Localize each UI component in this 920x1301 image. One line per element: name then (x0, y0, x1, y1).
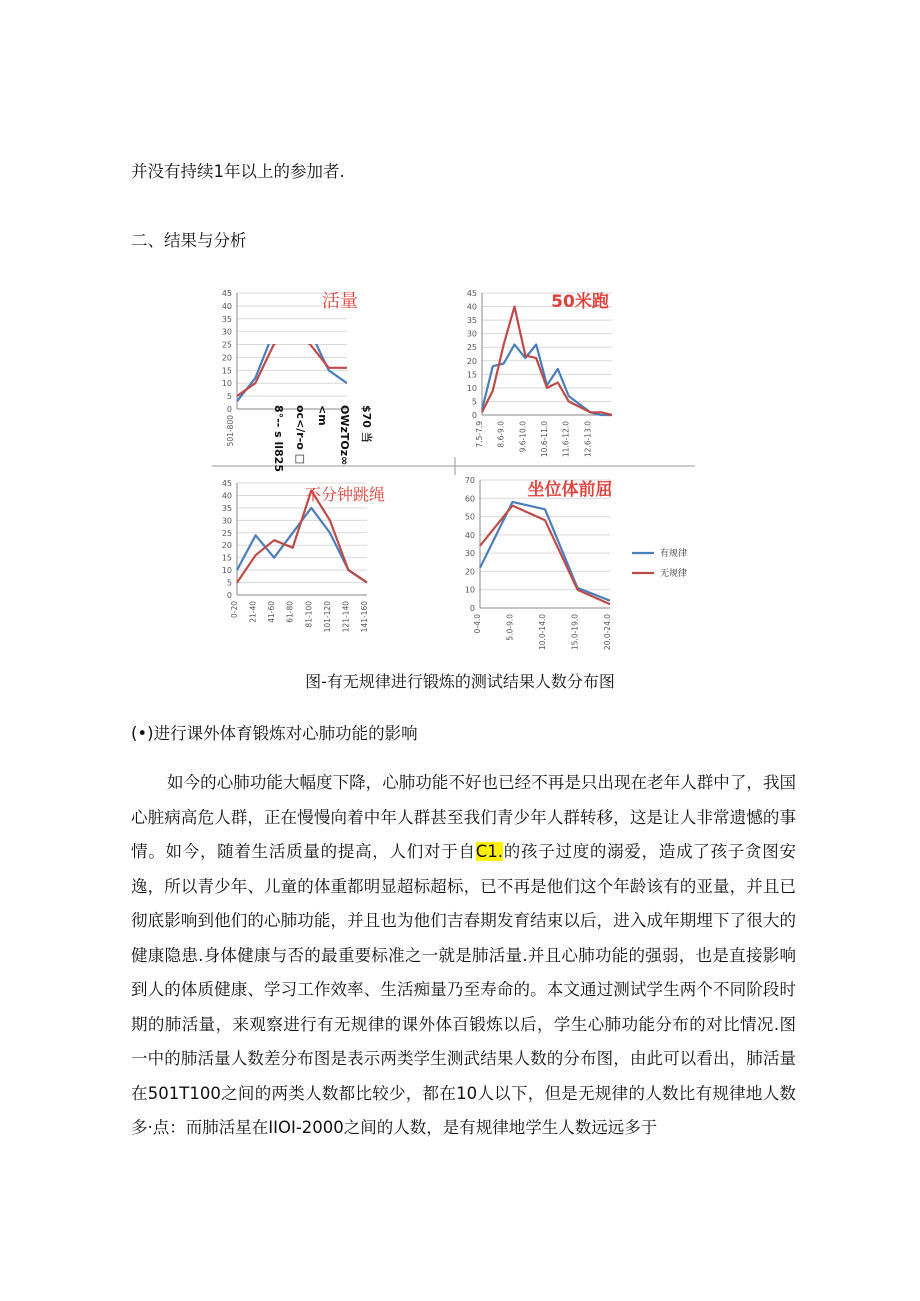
y-tick-label: 10 (464, 585, 475, 595)
x-tick-label: 20.0-24.0 (603, 614, 612, 651)
y-tick-label: 10 (221, 566, 232, 576)
chart-3 (222, 479, 385, 632)
x-tick-label: 10.6-11.0 (540, 421, 549, 458)
x-tick-label: 12.6-13.0 (583, 421, 593, 458)
y-tick-label: 20 (464, 567, 475, 577)
x-tick-label: 9.6-10.0 (518, 421, 528, 453)
garbled-label: oc</r-o □ (294, 405, 307, 465)
series-line-regular (237, 332, 347, 402)
garbled-label: <m (316, 405, 329, 426)
x-tick-label: 10.0-14.0 (538, 614, 547, 651)
x-tick-label: 501-800 (226, 415, 235, 447)
chart-1 (222, 289, 374, 472)
x-tick-label: 101-120 (322, 601, 332, 633)
figure-caption: 图-有无规律进行锻炼的测试结果人数分布图 (305, 672, 615, 691)
y-tick-label: 20 (466, 356, 477, 366)
y-tick-label: 30 (221, 516, 232, 526)
y-tick-label: 0 (226, 591, 232, 600)
y-tick-label: 45 (221, 479, 232, 488)
x-tick-label: 0-20 (230, 601, 239, 619)
y-tick-label: 25 (221, 340, 232, 350)
y-tick-label: 15 (221, 366, 232, 376)
y-tick-label: 40 (464, 530, 475, 540)
chart-title: 坐位体前屈 (527, 480, 613, 500)
y-tick-label: 30 (466, 329, 477, 339)
x-tick-label: 41-60 (267, 601, 277, 623)
x-tick-label: 15.0-19.0 (570, 614, 580, 651)
y-tick-label: 5 (471, 397, 477, 407)
y-tick-label: 35 (221, 314, 232, 324)
x-tick-label: 7.5-7.9 (475, 421, 484, 448)
chart-title: 50米跑 (551, 292, 609, 312)
y-tick-label: 20 (221, 353, 232, 363)
y-tick-label: 40 (466, 302, 477, 312)
results-figure (200, 285, 700, 665)
legend-label: 有规律 (660, 549, 688, 559)
y-tick-label: 35 (221, 503, 232, 513)
series-line-irregular (237, 332, 347, 396)
chart-title: 活量 (322, 291, 358, 312)
x-tick-label: 0-4.0 (473, 614, 482, 634)
x-tick-label: 21-40 (248, 601, 258, 623)
y-tick-label: 60 (464, 494, 475, 504)
chart-title: 不分钟跳绳 (304, 485, 386, 504)
section-heading: 二、结果与分析 (131, 231, 247, 250)
paragraph-part-2: 的孩子过度的溺爱，造成了孩子贪图安逸，所以青少年、儿童的体重都明显超标超标，已不再是他们这个年龄该有的亚量，并且已彻底影响到他们的心肺功能，并且也为他们吉春期发育结束以后，进入成年期埋下了很大的健康隐患.身体健康与否的最重要标准之一就是肺活量.并且心肺功能的强弱，也是直接影响到人的体质健康、学习工作效率、生活痴量乃至寿命的。本文通过测试学生两个不同阶段时期的肺活量，来观察进行有无规律的课外体百锻炼以后，学生心肺功能分布的对比情况.图一中的肺活量人数差分布图是表示两类学生测武结果人数的分布图，由此可以看出，肺活量在501T100之间的两类人数都比较少，都在10人以下，但是无规律的人数比有规律地人数多·点：而肺活星在IIOI-2000之间的人数，是有规律地学生人数远远多于 (131, 842, 797, 1137)
x-tick-label: 121-140 (341, 601, 351, 633)
y-tick-label: 45 (221, 289, 232, 298)
x-tick-label: 141-160 (360, 601, 369, 633)
y-tick-label: 50 (464, 512, 475, 522)
x-tick-label: 81-100 (304, 601, 314, 628)
highlighted-text: C1. (475, 842, 503, 861)
text-line-top: 并没有持续1年以上的参加者. (131, 162, 345, 181)
chart-4 (465, 476, 687, 650)
y-tick-label: 10 (466, 383, 477, 393)
y-tick-label: 0 (226, 405, 232, 414)
x-tick-label: 5.0-9.0 (505, 614, 515, 641)
y-tick-label: 30 (464, 549, 475, 559)
y-tick-label: 45 (466, 289, 477, 298)
y-tick-label: 30 (221, 327, 232, 337)
y-tick-label: 20 (221, 541, 232, 551)
y-tick-label: 25 (466, 343, 477, 353)
y-tick-label: 15 (466, 370, 477, 380)
y-tick-label: 40 (221, 491, 232, 501)
body-paragraph (131, 766, 796, 1146)
y-tick-label: 15 (221, 553, 232, 563)
y-tick-label: 10 (221, 379, 232, 389)
x-tick-label: 61-80 (285, 601, 295, 623)
y-tick-label: 0 (469, 604, 475, 613)
x-tick-label: 11.6-12.0 (561, 421, 571, 458)
garbled-label: 8°-- s ll825 (272, 405, 285, 472)
y-tick-label: 40 (221, 301, 232, 311)
garbled-label: $70 当 (360, 405, 373, 443)
chart-2 (467, 289, 612, 457)
y-tick-label: 5 (226, 578, 232, 588)
garbled-label: OWzTOz∞ (338, 405, 351, 466)
y-tick-label: 35 (466, 316, 477, 326)
y-tick-label: 0 (471, 411, 477, 420)
subheading: (•)进行课外体育锻炼对心肺功能的影响 (131, 724, 418, 743)
y-tick-label: 25 (221, 528, 232, 538)
paragraph-part-1: 如今的心肺功能大幅度下降，心肺功能不好也已经不再是只出现在老年人群中了，我国心脏病高危人群，正在慢慢向着中年人群甚至我们青少年人群转移，这是让人非常遗憾的事情。如今，随着生活质量的提高，人们对于自 (131, 773, 796, 861)
x-tick-label: 8.6-9.0 (496, 421, 506, 448)
legend-label: 无规律 (660, 569, 688, 579)
y-tick-label: 70 (464, 476, 475, 485)
y-tick-label: 5 (226, 392, 232, 402)
